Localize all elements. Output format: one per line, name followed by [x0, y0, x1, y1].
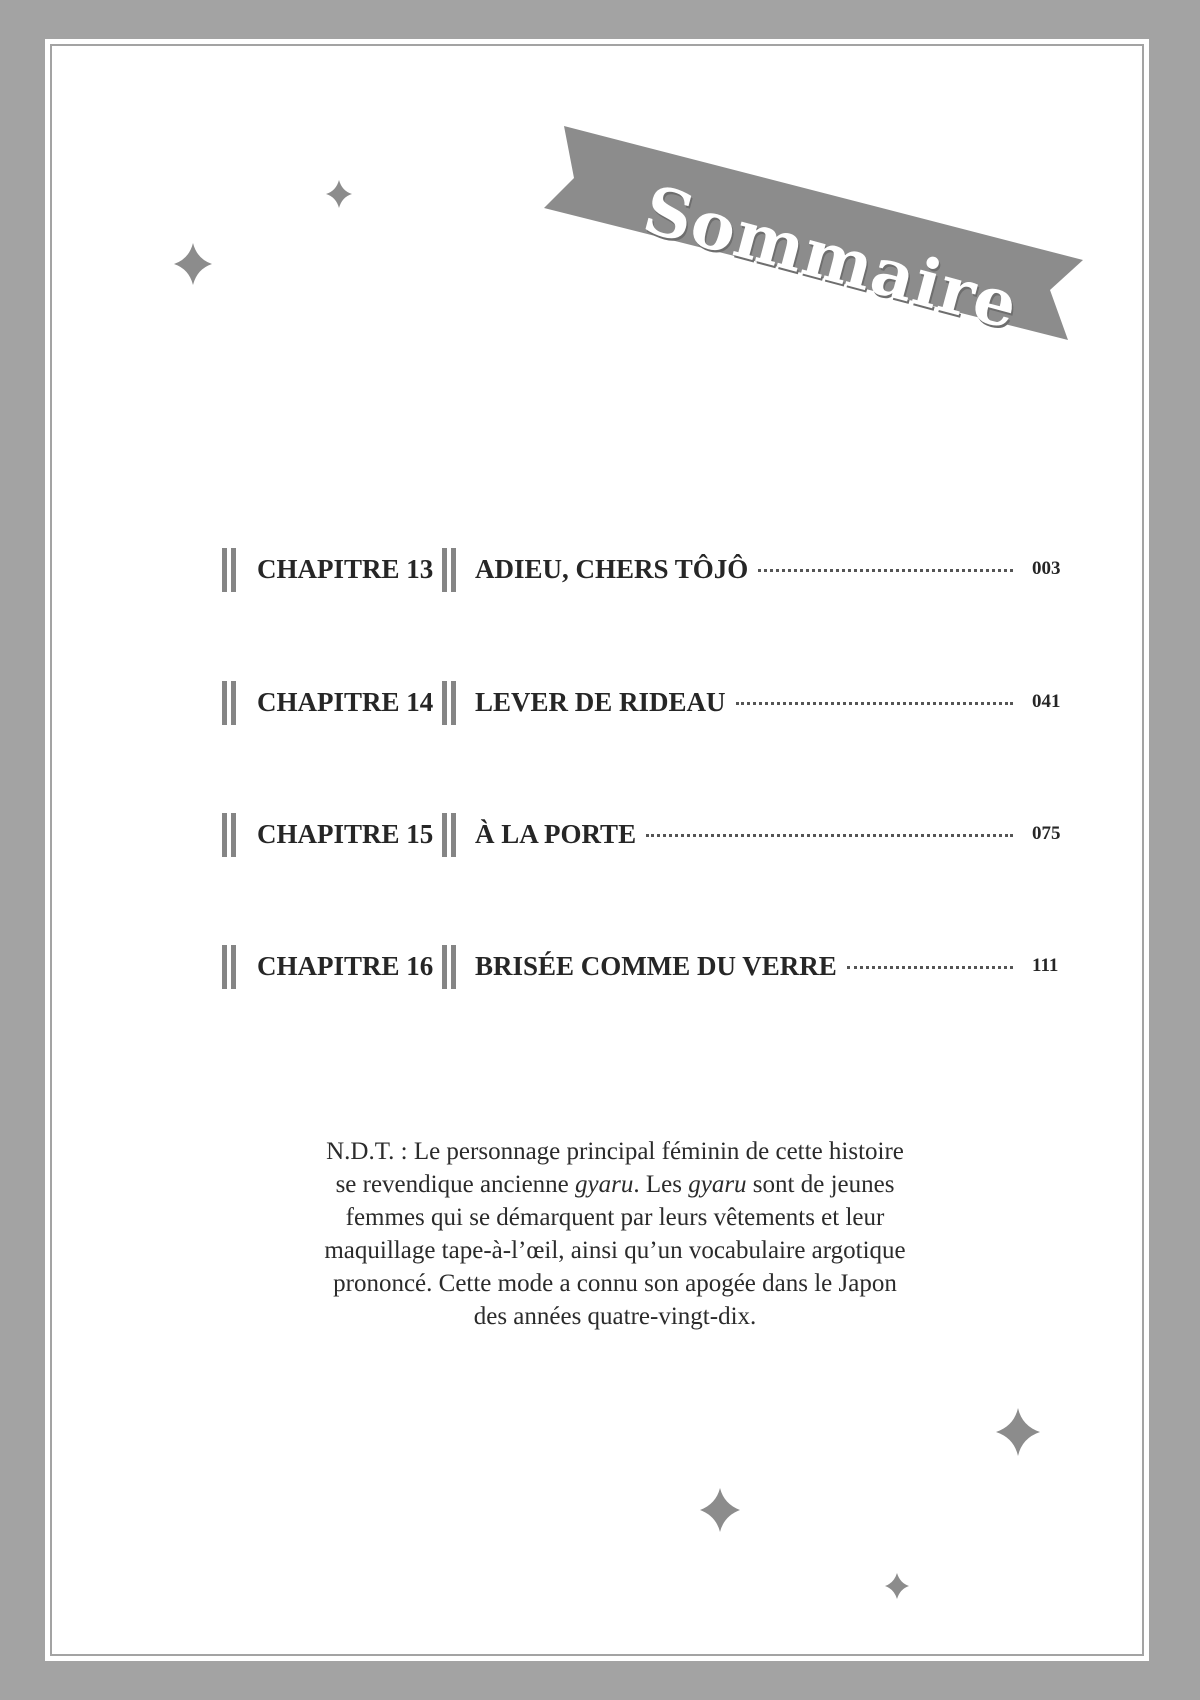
title-banner — [538, 112, 1098, 352]
note-line: des années quatre-vingt-dix. — [473, 1303, 757, 1330]
note-line: N.D.T. : Le personnage principal féminin de cette histoire — [326, 1138, 904, 1165]
note-line: femmes qui se démarquent par leurs vêtements et leur — [345, 1204, 885, 1231]
translator-note — [280, 1135, 950, 1333]
chapter-number: CHAPITRE 15 — [257, 819, 434, 849]
chapter-number: CHAPITRE 13 — [257, 554, 434, 584]
dotted-leader — [758, 569, 1013, 572]
toc-entry[interactable] — [222, 805, 1082, 865]
double-bar-icon — [222, 813, 238, 857]
chapter-title-line — [475, 554, 1013, 585]
sparkle-icon — [700, 1488, 740, 1532]
double-bar-icon — [442, 681, 458, 725]
chapter-title-line — [475, 687, 1013, 718]
double-bar-icon — [222, 681, 238, 725]
note-text: se revendique ancienne — [335, 1171, 576, 1198]
page-title: Sommaire — [635, 170, 1027, 345]
chapter-number: CHAPITRE 16 — [257, 951, 434, 981]
note-line — [280, 1168, 950, 1201]
sparkle-icon — [996, 1408, 1040, 1456]
toc-entry[interactable] — [222, 673, 1082, 733]
note-text: sont de jeunes — [746, 1171, 895, 1198]
chapter-title-line — [475, 951, 1013, 982]
toc-entry[interactable] — [222, 540, 1082, 600]
toc-entry[interactable] — [222, 937, 1082, 997]
dotted-leader — [646, 834, 1013, 837]
page-number: 111 — [1032, 955, 1059, 976]
dotted-leader — [847, 966, 1013, 969]
page-number: 003 — [1032, 558, 1061, 579]
note-line: prononcé. Cette mode a connu son apogée dans le Japon — [333, 1270, 897, 1297]
chapter-number: CHAPITRE 14 — [257, 687, 434, 717]
note-italic-term: gyaru — [688, 1171, 747, 1198]
chapter-title-line — [475, 819, 1013, 850]
double-bar-icon — [222, 945, 238, 989]
double-bar-icon — [222, 548, 238, 592]
double-bar-icon — [442, 548, 458, 592]
chapter-title: À LA PORTE — [475, 819, 637, 849]
chapter-title: ADIEU, CHERS TÔJÔ — [475, 554, 749, 584]
double-bar-icon — [442, 945, 458, 989]
page-number: 041 — [1032, 691, 1061, 712]
note-line: maquillage tape-à-l’œil, ainsi qu’un vocabulaire argotique — [324, 1237, 906, 1264]
sparkle-icon — [326, 180, 352, 208]
chapter-title: LEVER DE RIDEAU — [475, 687, 726, 717]
note-text: . Les — [633, 1171, 689, 1198]
note-italic-term: gyaru — [575, 1171, 634, 1198]
dotted-leader — [736, 702, 1013, 705]
double-bar-icon — [442, 813, 458, 857]
chapter-title: BRISÉE COMME DU VERRE — [475, 951, 837, 981]
page-number: 075 — [1032, 823, 1061, 844]
sparkle-icon — [174, 243, 212, 285]
sparkle-icon — [885, 1573, 909, 1599]
